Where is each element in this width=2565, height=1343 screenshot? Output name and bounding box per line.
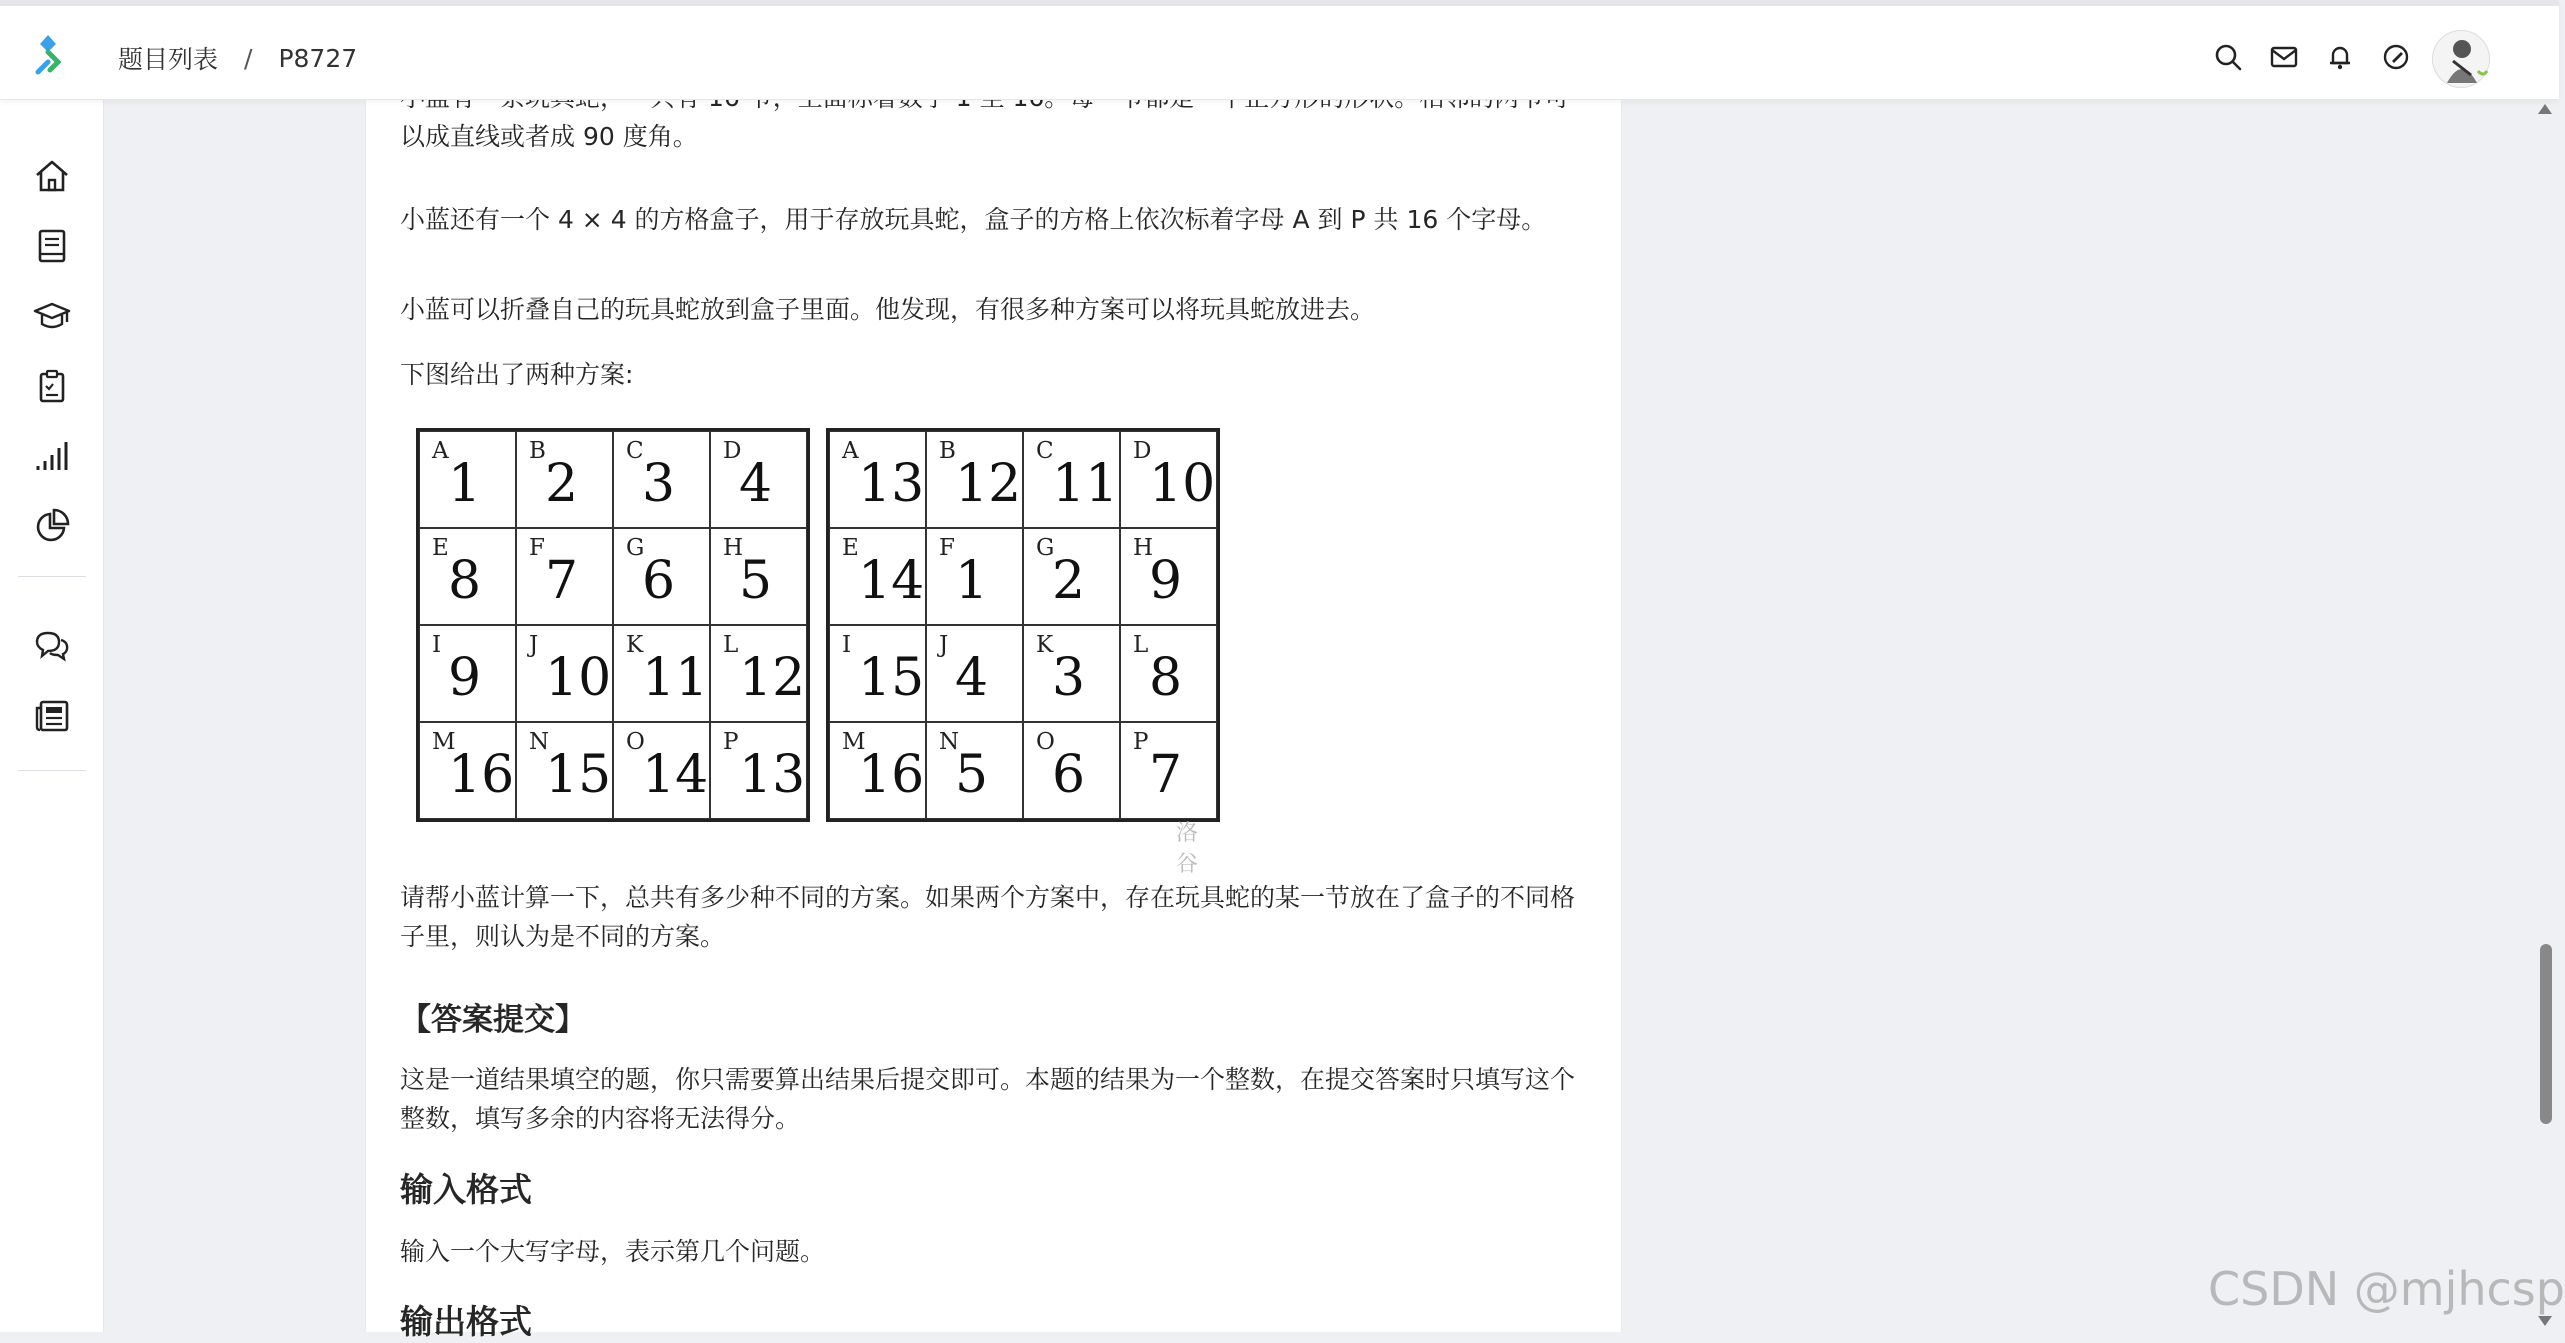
grid-cell: [516, 625, 613, 722]
cell-number: 13: [858, 454, 925, 514]
cell-letter: M: [432, 729, 456, 755]
figure-watermark: 洛谷: [1176, 821, 1199, 877]
sidebar-divider: [18, 576, 86, 577]
cell-number: 6: [1052, 745, 1086, 805]
cell-number: 1: [448, 454, 482, 514]
grid-cell: [710, 528, 807, 625]
cell-letter: B: [939, 438, 956, 464]
grid-solution-2: [826, 428, 1220, 822]
cell-number: 8: [448, 551, 482, 611]
grid-cell: [926, 722, 1023, 819]
scroll-down-arrow[interactable]: [2538, 1316, 2552, 1326]
grid-cell: [419, 431, 516, 528]
cell-number: 12: [739, 648, 806, 708]
grid-cell: [1120, 722, 1217, 819]
grid-cell: [710, 722, 807, 819]
cell-number: 13: [739, 745, 806, 805]
cell-letter: P: [1133, 729, 1149, 755]
cell-letter: J: [939, 632, 949, 658]
grid-cell: [613, 528, 710, 625]
cell-number: 11: [642, 648, 709, 708]
cell-number: 12: [955, 454, 1022, 514]
grid-cell: [516, 722, 613, 819]
mail-icon[interactable]: [2269, 42, 2299, 72]
cell-number: 6: [642, 551, 676, 611]
answer-heading: 【答案提交】: [400, 1002, 586, 1038]
cell-letter: O: [1036, 729, 1055, 755]
grid-cell: [613, 625, 710, 722]
scrollbar-track[interactable]: [2532, 100, 2552, 1332]
cell-letter: L: [723, 632, 739, 658]
luogu-logo-icon[interactable]: [30, 32, 72, 78]
cell-letter: H: [1133, 535, 1154, 561]
top-navbar: [0, 0, 2559, 100]
cell-letter: I: [842, 632, 852, 658]
cell-letter: I: [432, 632, 442, 658]
cell-letter: G: [626, 535, 645, 561]
grid-solution-1: [416, 428, 810, 822]
output-format-heading: 输出格式: [400, 1302, 532, 1341]
cell-number: 10: [1149, 454, 1216, 514]
grid-cell: [926, 528, 1023, 625]
cell-letter: E: [432, 535, 449, 561]
cell-letter: D: [1133, 438, 1152, 464]
cell-letter: H: [723, 535, 744, 561]
cell-number: 7: [1149, 745, 1183, 805]
cell-number: 1: [955, 551, 989, 611]
cell-number: 8: [1149, 648, 1183, 708]
cell-letter: O: [626, 729, 645, 755]
csdn-watermark: CSDN @mjhcsp: [2208, 1262, 2565, 1316]
chat-icon[interactable]: [32, 626, 72, 666]
snake-figure: [416, 428, 1216, 877]
grid-cell: [829, 431, 926, 528]
clipboard-icon[interactable]: [32, 366, 72, 406]
grid-cell: [829, 722, 926, 819]
problem-paragraph-3: 小蓝可以折叠自己的玩具蛇放到盒子里面。他发现，有很多种方案可以将玩具蛇放进去。: [400, 295, 1376, 324]
grid-cell: [926, 431, 1023, 528]
cell-number: 11: [1052, 454, 1119, 514]
grid-cell: [419, 722, 516, 819]
problem-content: [365, 100, 1622, 1341]
cell-number: 7: [545, 551, 579, 611]
cell-number: 14: [642, 745, 709, 805]
cell-number: 5: [955, 745, 989, 805]
home-icon[interactable]: [32, 156, 72, 196]
cell-number: 5: [739, 551, 773, 611]
cell-number: 3: [1052, 648, 1086, 708]
breadcrumb-separator: /: [244, 43, 253, 73]
cell-letter: A: [842, 438, 859, 464]
sidebar-divider: [18, 770, 86, 771]
grid-cell: [710, 625, 807, 722]
cell-letter: N: [939, 729, 960, 755]
grid-cell: [516, 431, 613, 528]
cell-number: 15: [858, 648, 925, 708]
graduation-cap-icon[interactable]: [32, 296, 72, 336]
cell-letter: J: [529, 632, 539, 658]
problem-paragraph-1: 以成直线或者成 90 度角。: [400, 122, 698, 151]
avatar-image: [2433, 31, 2491, 89]
cell-letter: K: [1036, 632, 1054, 658]
bell-icon[interactable]: [2325, 42, 2355, 72]
grid-cell: [419, 528, 516, 625]
cell-letter: C: [626, 438, 644, 464]
input-format-text: 输入一个大写字母，表示第几个问题。: [400, 1237, 826, 1266]
cell-number: 4: [955, 648, 989, 708]
cell-number: 16: [448, 745, 515, 805]
cell-number: 2: [1052, 551, 1086, 611]
problem-paragraph-4: 下图给出了两种方案:: [400, 360, 634, 389]
cell-letter: N: [529, 729, 550, 755]
newspaper-icon[interactable]: [32, 696, 72, 736]
toolbar: [2213, 42, 2411, 72]
signal-bars-icon[interactable]: [32, 436, 72, 476]
grid-cell: [829, 528, 926, 625]
problem-paragraph-5: 请帮小蓝计算一下，总共有多少种不同的方案。如果两个方案中，存在玩具蛇的某一节放在了盒子的不同格子里，则认为是不同的方案。: [400, 883, 1576, 951]
cell-letter: P: [723, 729, 739, 755]
cell-letter: B: [529, 438, 546, 464]
breadcrumb: [118, 40, 357, 76]
cell-number: 9: [448, 648, 482, 708]
grid-cell: [1120, 528, 1217, 625]
cell-number: 9: [1149, 551, 1183, 611]
grid-cell: [1120, 625, 1217, 722]
grid-cell: [1023, 722, 1120, 819]
cell-letter: A: [432, 438, 449, 464]
scroll-up-arrow[interactable]: [2538, 104, 2552, 114]
grid-cell: [613, 431, 710, 528]
problem-paragraph-6: 这是一道结果填空的题，你只需要算出结果后提交即可。本题的结果为一个整数，在提交答案时只填写这个整数，填写多余的内容将无法得分。: [400, 1065, 1576, 1133]
grid-cell: [516, 528, 613, 625]
cell-letter: F: [939, 535, 955, 561]
grid-cell: [1120, 431, 1217, 528]
grid-cell: [829, 625, 926, 722]
input-format-heading: 输入格式: [400, 1170, 532, 1209]
search-icon[interactable]: [2213, 42, 2243, 72]
cell-letter: D: [723, 438, 742, 464]
scrollbar-thumb[interactable]: [2540, 944, 2552, 1124]
cell-letter: G: [1036, 535, 1055, 561]
cell-number: 16: [858, 745, 925, 805]
cell-number: 14: [858, 551, 925, 611]
edit-icon[interactable]: [2381, 42, 2411, 72]
grid-cell: [419, 625, 516, 722]
breadcrumb-problem-id: P8727: [278, 43, 358, 73]
cell-letter: K: [626, 632, 644, 658]
cell-letter: C: [1036, 438, 1054, 464]
cell-number: 10: [545, 648, 612, 708]
grid-cell: [1023, 431, 1120, 528]
left-sidebar: [0, 100, 104, 1332]
cell-number: 4: [739, 454, 773, 514]
book-icon[interactable]: [32, 226, 72, 266]
cell-letter: E: [842, 535, 859, 561]
cell-letter: M: [842, 729, 866, 755]
grid-cell: [710, 431, 807, 528]
cell-letter: F: [529, 535, 545, 561]
problem-paragraph-2: 小蓝还有一个 4 × 4 的方格盒子，用于存放玩具蛇，盒子的方格上依次标着字母 A 到 P 共 16 个字母。: [400, 205, 1547, 234]
breadcrumb-problem-list[interactable]: 题目列表: [118, 45, 219, 74]
grid-cell: [613, 722, 710, 819]
grid-cell: [1023, 625, 1120, 722]
cell-letter: L: [1133, 632, 1149, 658]
cell-number: 2: [545, 454, 579, 514]
user-avatar[interactable]: [2432, 30, 2490, 88]
cell-number: 3: [642, 454, 676, 514]
grid-cell: [926, 625, 1023, 722]
pie-chart-icon[interactable]: [32, 506, 72, 546]
cell-number: 15: [545, 745, 612, 805]
grid-cell: [1023, 528, 1120, 625]
